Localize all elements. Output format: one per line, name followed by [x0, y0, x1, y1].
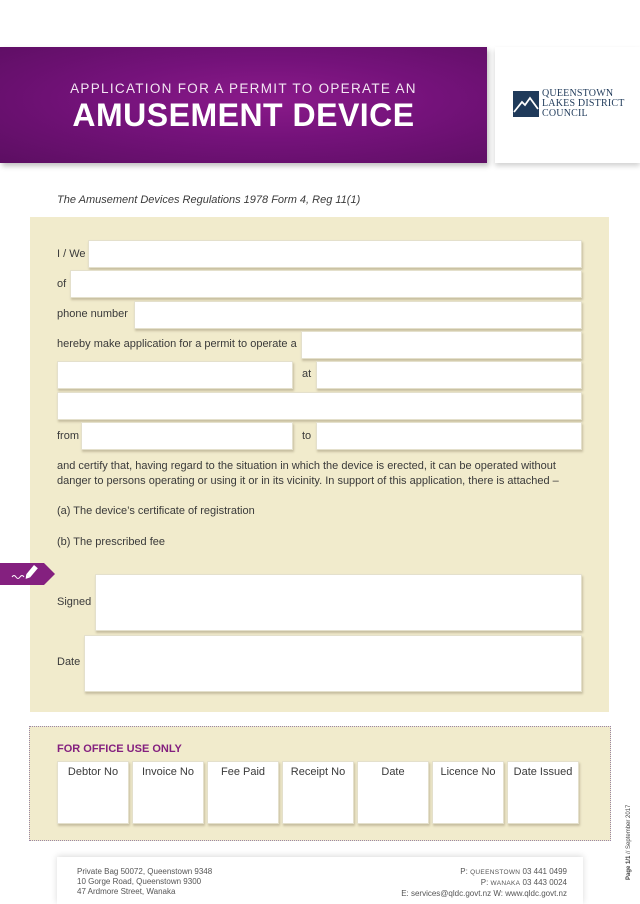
application-form: [30, 217, 609, 712]
date-issued-field[interactable]: Date Issued: [507, 761, 579, 824]
phone-field[interactable]: [134, 301, 582, 329]
address-line: 47 Ardmore Street, Wanaka: [77, 887, 176, 896]
logo-text: [542, 89, 625, 119]
at-label: at: [302, 368, 312, 380]
certification-text: [57, 459, 559, 489]
from-date-field[interactable]: [81, 422, 293, 450]
contact-details: [401, 867, 567, 899]
address-line: Private Bag 50072, Queenstown 9348: [77, 867, 213, 876]
header-banner: [0, 47, 487, 163]
postal-address: [77, 867, 212, 897]
from-label: from: [57, 430, 79, 442]
address-field[interactable]: [70, 270, 582, 298]
applicant-label: I / We: [57, 248, 86, 260]
fee-paid-field[interactable]: Fee Paid: [207, 761, 279, 824]
certification-line: and certify that, having regard to the situation in which the device is erected, it can be operated without: [57, 460, 556, 472]
office-date-field[interactable]: Date: [357, 761, 429, 824]
location-field-continued[interactable]: [57, 392, 582, 420]
date-label: Date: [57, 656, 81, 668]
regulation-reference: The Amusement Devices Regulations 1978 Form 4, Reg 11(1): [57, 194, 361, 206]
device-field-continued[interactable]: [57, 361, 293, 389]
signature-field[interactable]: [95, 574, 582, 631]
date-field[interactable]: [84, 635, 582, 692]
page-info: [626, 805, 632, 880]
wanaka-phone: P: WANAKA 03 443 0024: [480, 878, 567, 887]
device-field[interactable]: [301, 331, 582, 359]
attachment-a: (a) The device’s certificate of registration: [57, 505, 255, 517]
office-use-section: [29, 726, 611, 841]
certification-line: danger to persons operating or using it or in its vicinity. In support of this application, there is attached –: [57, 475, 559, 487]
location-field[interactable]: [316, 361, 582, 389]
receipt-no-field[interactable]: Receipt No: [282, 761, 354, 824]
logo-line: QUEENSTOWN: [542, 88, 614, 99]
form-title: AMUSEMENT DEVICE: [72, 97, 415, 133]
logo-line: COUNCIL: [542, 108, 588, 119]
address-label: of: [57, 278, 67, 290]
form-subtitle: APPLICATION FOR A PERMIT TO OPERATE AN: [70, 81, 417, 96]
phone-label: phone number: [57, 308, 128, 320]
address-line: 10 Gorge Road, Queenstown 9300: [77, 877, 202, 886]
mountain-logo-icon: [513, 91, 539, 117]
debtor-no-field[interactable]: Debtor No: [57, 761, 129, 824]
queenstown-phone: P: QUEENSTOWN 03 441 0499: [460, 867, 567, 876]
invoice-no-field[interactable]: Invoice No: [132, 761, 204, 824]
to-date-field[interactable]: [316, 422, 582, 450]
office-use-title: FOR OFFICE USE ONLY: [57, 743, 182, 755]
footer: [57, 857, 583, 904]
device-label: hereby make application for a permit to operate a: [57, 338, 297, 350]
email-web[interactable]: E: services@qldc.govt.nz W: www.qldc.govt.nz: [401, 889, 567, 898]
pen-sign-icon: [0, 563, 56, 585]
attachment-b: (b) The prescribed fee: [57, 536, 166, 548]
council-logo: [495, 47, 640, 163]
page-number: Page 1/1: [626, 855, 632, 880]
signed-label: Signed: [57, 596, 92, 608]
to-label: to: [302, 430, 312, 442]
logo-line: LAKES DISTRICT: [542, 98, 625, 109]
applicant-field[interactable]: [88, 240, 582, 268]
licence-no-field[interactable]: Licence No: [432, 761, 504, 824]
issue-date: // September 2017: [626, 804, 632, 856]
